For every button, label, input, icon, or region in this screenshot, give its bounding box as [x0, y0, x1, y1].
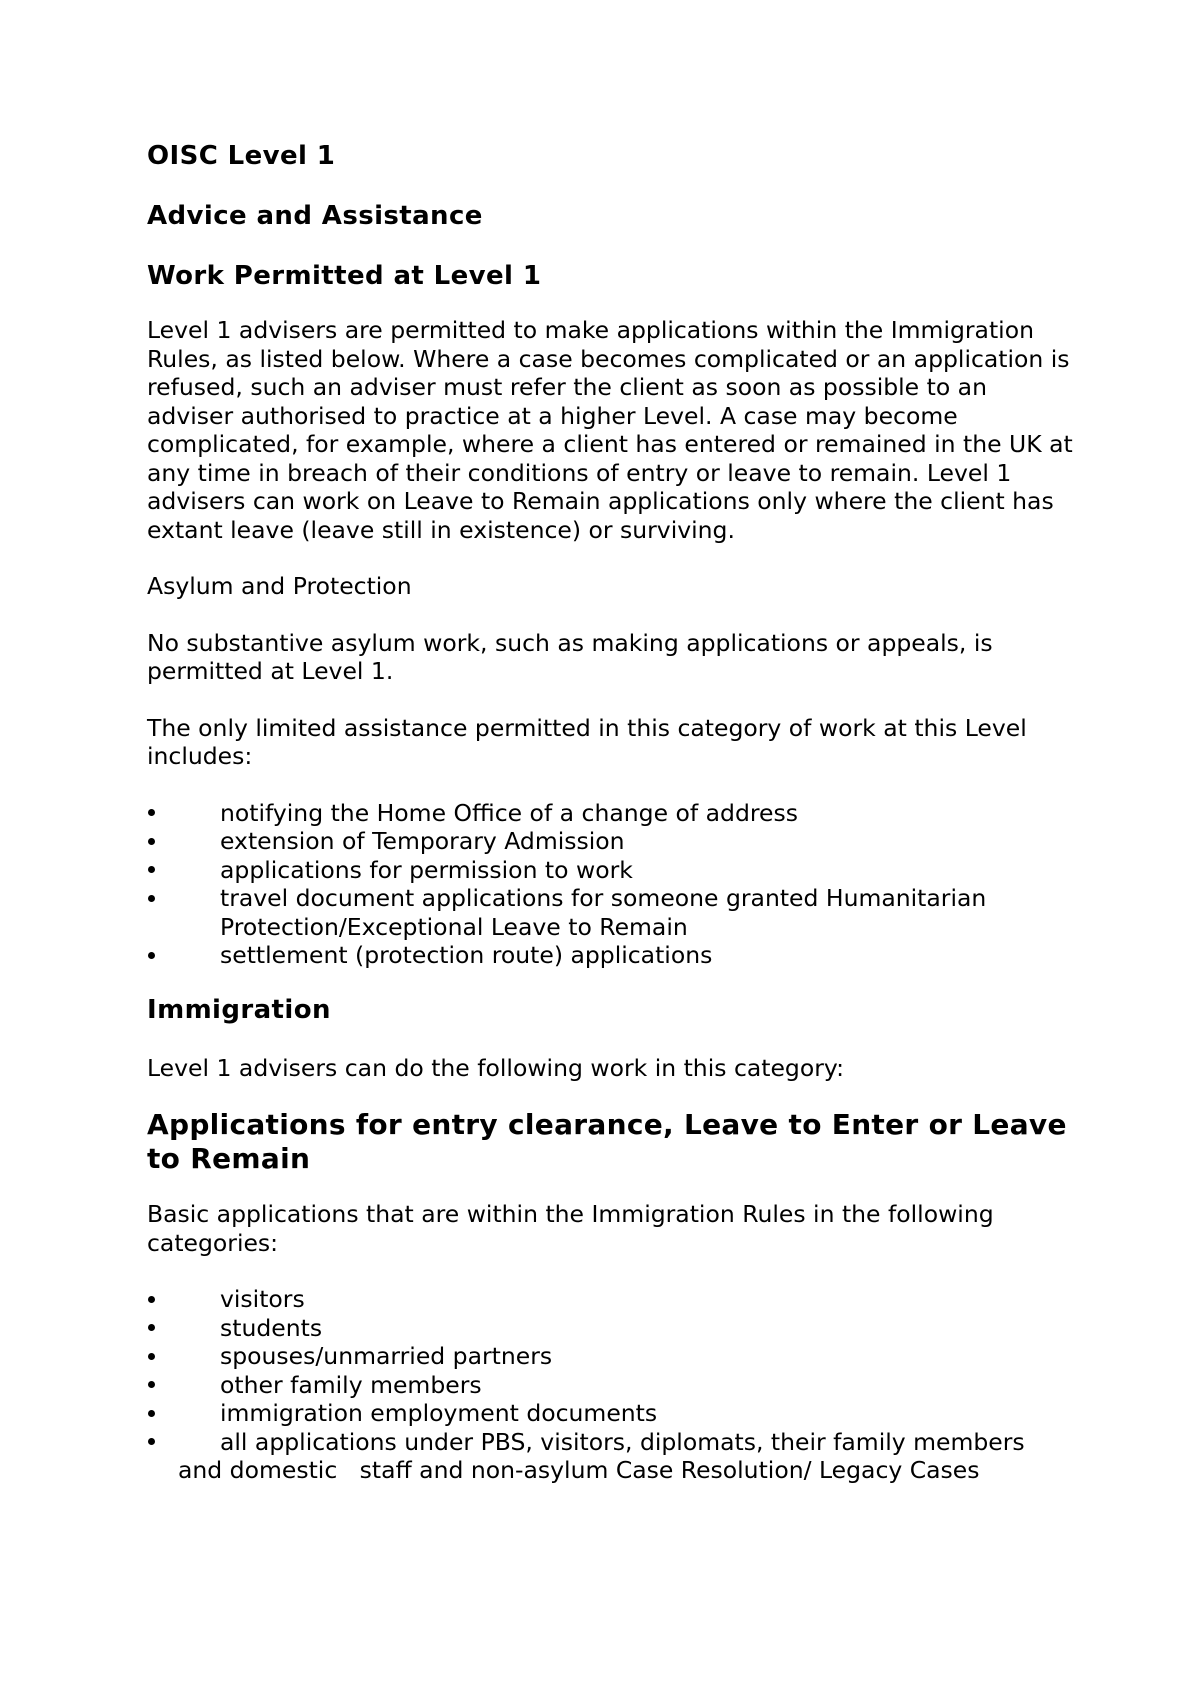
list-item-text: other family members — [220, 1370, 482, 1399]
list-item — [147, 1285, 1077, 1314]
asylum-para-1: No substantive asylum work, such as making applications or appeals, is permitted at Level 1. — [147, 628, 993, 685]
list-item — [147, 1342, 1077, 1371]
asylum-heading: Asylum and Protection — [147, 572, 412, 600]
list-item — [147, 856, 1077, 885]
list-item-text: immigration employment documents — [220, 1399, 658, 1427]
list-item — [147, 799, 1077, 828]
document-page — [147, 140, 1077, 1485]
asylum-para-2: The only limited assistance permitted in this category of work at this Level includes: — [147, 713, 1027, 770]
immigration-body: Level 1 advisers can do the following work in this category: — [147, 1053, 845, 1082]
list-item-text: settlement (protection route) applications — [220, 941, 713, 969]
immigration-heading: Immigration — [147, 994, 331, 1025]
work-permitted-heading: Work Permitted at Level 1 — [147, 261, 542, 291]
list-item — [147, 827, 1077, 856]
list-item-text: spouses/unmarried partners — [220, 1342, 553, 1370]
bullet-icon — [141, 1285, 161, 1314]
list-item — [147, 1399, 1077, 1428]
bullet-icon — [141, 1342, 161, 1371]
bullet-icon — [141, 1314, 161, 1343]
list-item-text: notifying the Home Office of a change of address — [220, 798, 798, 827]
bullet-icon — [141, 799, 161, 828]
list-item-text: visitors — [220, 1285, 305, 1313]
list-item-text: extension of Temporary Admission — [220, 827, 625, 855]
list-item — [147, 1314, 1077, 1343]
applications-body: Basic applications that are within the Immigration Rules in the following categories: — [147, 1200, 994, 1257]
list-item — [147, 1428, 1077, 1485]
document-title: OISC Level 1 — [147, 141, 336, 171]
list-item — [147, 941, 1077, 970]
list-item-text: students — [220, 1313, 323, 1342]
bullet-icon — [141, 941, 161, 970]
bullet-icon — [141, 884, 161, 913]
list-item — [147, 1371, 1077, 1400]
work-permitted-body: Level 1 advisers are permitted to make applications within the Immigration Rules, as listed below. Where a case becomes complicated or an application is refused, such an adviser must refer the client as soon as possible to an adviser authorised to practice at a higher Level. A case may become complicated, for example, where a client has entered or remained in the UK at any time in breach of their conditions of entry or leave to remain. Level 1 advisers can work on Leave to Remain applications only where the client has extant leave (leave still in existence) or surviving. — [147, 316, 1073, 544]
document-subtitle: Advice and Assistance — [147, 201, 483, 231]
applications-heading: Applications for entry clearance, Leave to Enter or Leave to Remain — [147, 1108, 1067, 1175]
list-item-text: travel document applications for someone granted Humanitarian Protection/Exceptional Leave to Remain — [220, 884, 987, 941]
bullet-icon — [141, 1371, 161, 1400]
list-item — [147, 884, 1077, 941]
bullet-icon — [141, 1428, 161, 1457]
list-item-text: all applications under PBS, visitors, diplomats, their family members — [220, 1427, 1025, 1456]
list-item-text: applications for permission to work — [220, 855, 633, 884]
bullet-icon — [141, 856, 161, 885]
asylum-list — [147, 799, 1077, 970]
list-item-continuation: and domestic staff and non-asylum Case Resolution/ Legacy Cases — [178, 1456, 980, 1484]
bullet-icon — [141, 1399, 161, 1428]
bullet-icon — [141, 827, 161, 856]
applications-list — [147, 1285, 1077, 1485]
